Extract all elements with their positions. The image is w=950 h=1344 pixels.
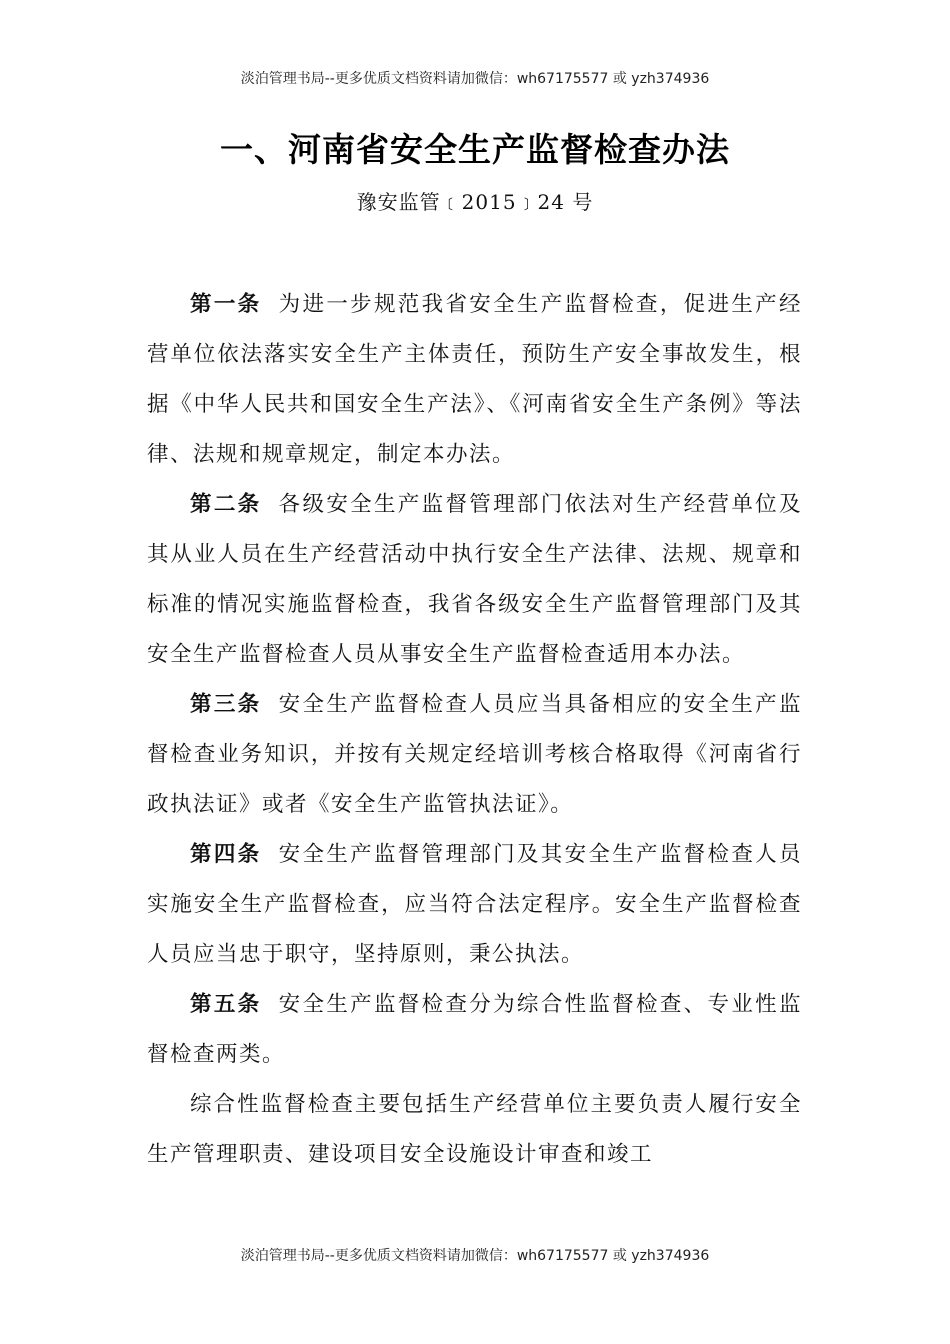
article-text: 安全生产监督检查人员应当具备相应的安全生产监督检查业务知识，并按有关规定经培训考核合格取得《河南省行政执法证》或者《安全生产监管执法证》。 <box>147 692 802 817</box>
article-label: 第四条 <box>190 842 262 867</box>
page-footer: 淡泊管理书局--更多优质文档资料请加微信：wh67175577 或 yzh374936 <box>240 1248 710 1264</box>
body-paragraph <box>147 1080 802 1180</box>
document-title: 一、河南省安全生产监督检查办法 <box>220 130 730 169</box>
article-label: 第三条 <box>190 692 262 717</box>
document-body <box>147 280 802 1180</box>
page-header: 淡泊管理书局--更多优质文档资料请加微信：wh67175577 或 yzh374936 <box>240 71 710 87</box>
article-paragraph <box>147 980 802 1080</box>
article-text: 安全生产监督管理部门及其安全生产监督检查人员实施安全生产监督检查，应当符合法定程序。安全生产监督检查人员应当忠于职守，坚持原则，秉公执法。 <box>147 842 802 967</box>
article-paragraph <box>147 830 802 980</box>
article-paragraph <box>147 280 802 480</box>
article-label: 第二条 <box>190 492 262 517</box>
article-text: 为进一步规范我省安全生产监督检查，促进生产经营单位依法落实安全生产主体责任，预防生产安全事故发生，根据《中华人民共和国安全生产法》、《河南省安全生产条例》等法律、法规和规章规定，制定本办法。 <box>147 292 802 467</box>
article-label: 第一条 <box>190 292 262 317</box>
article-text: 各级安全生产监督管理部门依法对生产经营单位及其从业人员在生产经营活动中执行安全生产法律、法规、规章和标准的情况实施监督检查，我省各级安全生产监督管理部门及其安全生产监督检查人员从事安全生产监督检查适用本办法。 <box>147 492 802 667</box>
article-label: 第五条 <box>190 992 262 1017</box>
article-text: 安全生产监督检查分为综合性监督检查、专业性监督检查两类。 <box>147 992 802 1067</box>
article-paragraph <box>147 680 802 830</box>
document-number: 豫安监管﹝2015﹞24 号 <box>356 190 594 214</box>
paragraph-text: 综合性监督检查主要包括生产经营单位主要负责人履行安全生产管理职责、建设项目安全设施设计审查和竣工 <box>147 1092 802 1167</box>
article-paragraph <box>147 480 802 680</box>
